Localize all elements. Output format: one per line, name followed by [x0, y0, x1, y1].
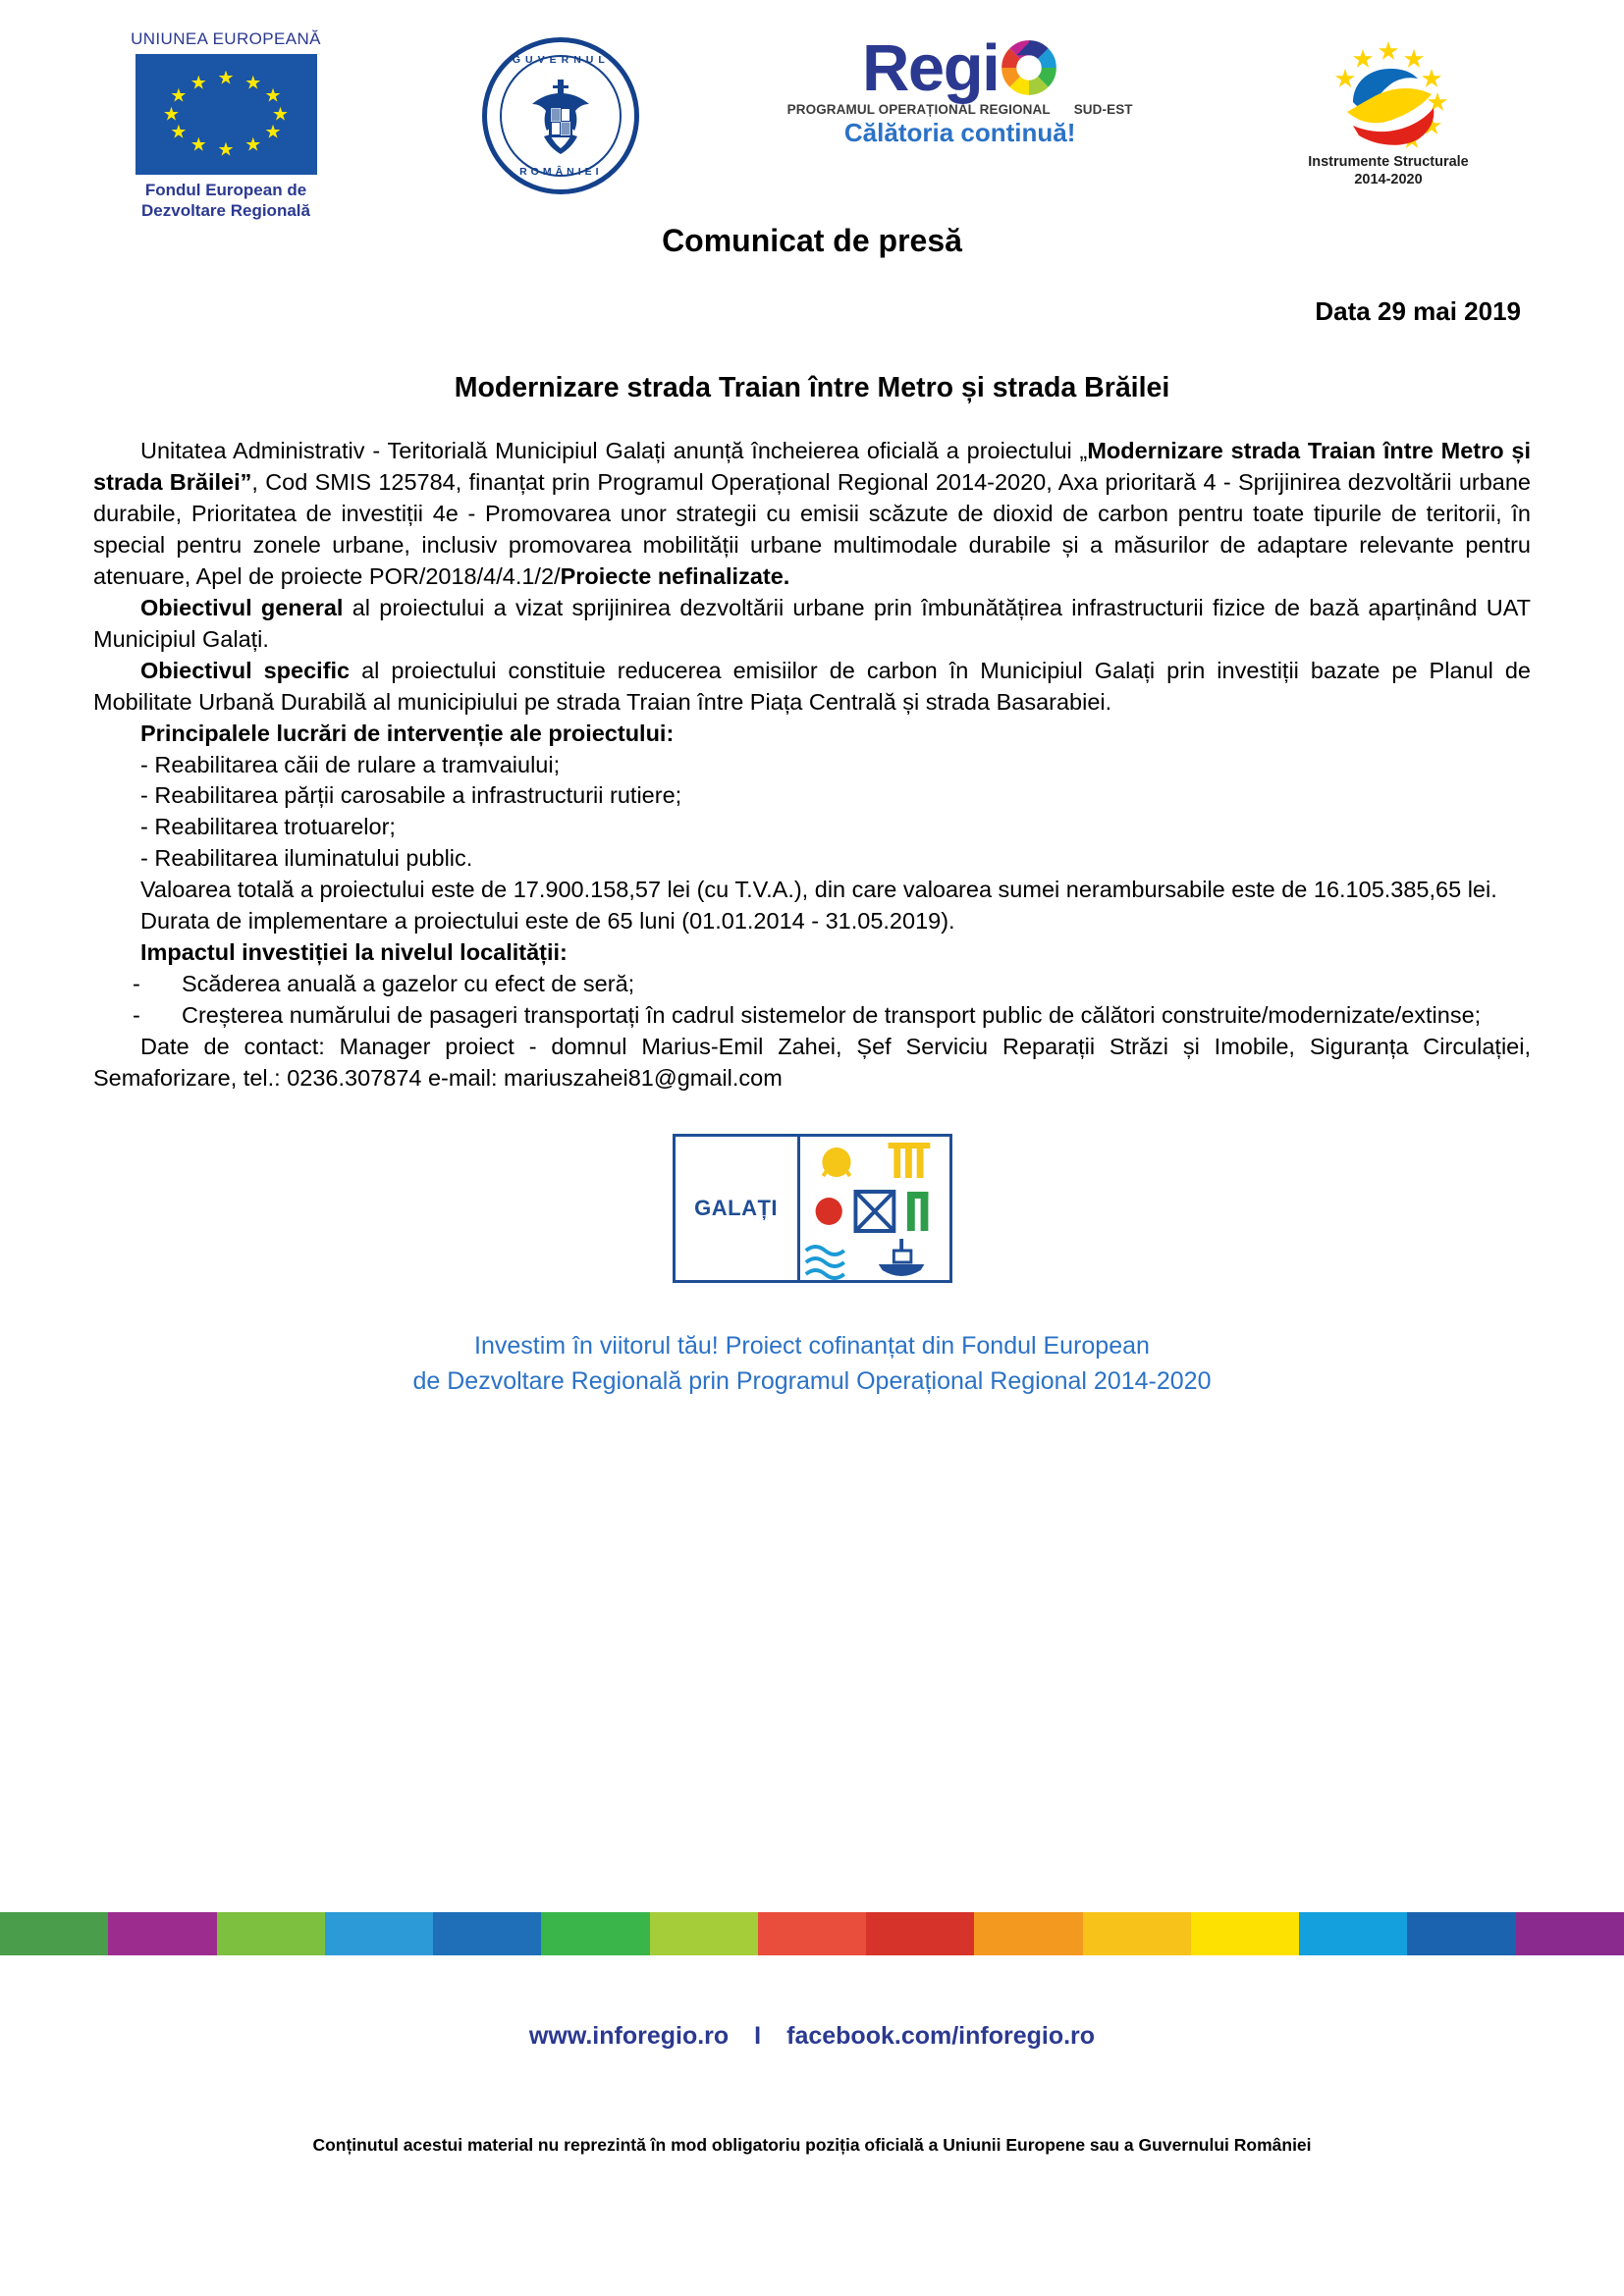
specific-objective-text: al proiectului constituie reducerea emisiilor de carbon în Municipiul Galați prin investiții bazate pe Planul de Mobilitate Urbană Durabilă al municipiului pe strada Traian între Piața Centrală și strada Basarabiei. [93, 657, 1532, 715]
eu-star-icon: ★ [271, 104, 290, 125]
regio-region-label: SUD-EST [1073, 102, 1133, 117]
structural-caption [1246, 153, 1531, 188]
eu-star-icon: ★ [170, 122, 188, 143]
rainbow-segment [108, 1912, 216, 1955]
rainbow-segment [974, 1912, 1082, 1955]
works-list-item: - Reabilitarea căii de rulare a tramvaiului; [140, 751, 561, 777]
contact-details: Date de contact: Manager proiect - domnul Marius-Emil Zahei, Șef Serviciu Reparații Străzi și Imobile, Siguranța Circulației, Semaforizare, tel.: 0236.307874 e-mail: mariuszahei81@gmail.com [93, 1034, 1531, 1092]
inforegio-facebook-link[interactable]: facebook.com/inforegio.ro [786, 2022, 1096, 2050]
closing-tagline [93, 1328, 1531, 1400]
rainbow-segment [758, 1912, 866, 1955]
rainbow-segment [433, 1912, 541, 1955]
intro-project-name: Modernizare strada Traian între Metro și strada Brăilei” [93, 438, 1531, 495]
regio-logo [764, 29, 1157, 148]
works-list-item: - Reabilitarea iluminatului public. [140, 845, 473, 872]
eu-logo-subtitle-line2: Dezvoltare Regională [141, 200, 310, 220]
galati-city-logo [673, 1134, 952, 1283]
eu-star-icon: ★ [189, 134, 207, 156]
project-value-text: Valoarea totală a proiectului este de 17.900.158,57 lei (cu T.V.A.), din care valoarea sumei nerambursabile este de 16.105.385,65 lei. [140, 877, 1497, 903]
project-duration-text: Durata de implementare a proiectului este de 65 luni (01.01.2014 - 31.05.2019). [140, 908, 955, 934]
eu-logo-subtitle [93, 181, 358, 221]
structural-globe-icon [1302, 35, 1475, 151]
impact-list-item-text: Scăderea anuală a gazelor cu efect de seră; [182, 971, 635, 997]
rainbow-segment [541, 1912, 649, 1955]
document-content [93, 436, 1531, 1095]
works-list-item: - Reabilitarea trotuarelor; [140, 814, 396, 840]
inforegio-website-link[interactable]: www.inforegio.ro [528, 2022, 730, 2050]
galati-logo-emblem-icon [797, 1137, 949, 1280]
eu-star-icon: ★ [189, 73, 207, 94]
eu-logo-subtitle-line1: Fondul European de [144, 181, 307, 199]
eu-star-icon: ★ [162, 104, 181, 125]
galati-logo-wrapper [93, 1134, 1531, 1283]
rainbow-segment [866, 1912, 974, 1955]
footer-disclaimer: Conținutul acestui material nu reprezintă în mod obligatoriu poziția oficială a Uniunii Europene sau a Guvernului României [312, 2135, 1312, 2155]
impact-list-item [93, 1000, 1531, 1032]
works-heading: Principalele lucrări de intervenție ale proiectului: [140, 720, 675, 746]
structural-caption-line1: Instrumente Structurale [1308, 154, 1469, 170]
regio-wordmark [764, 31, 1157, 105]
press-release-heading: Comunicat de presă [662, 223, 962, 258]
specific-objective-label: Obiectivul specific [140, 657, 351, 683]
intro-text-b: , Cod SMIS 125784, finanțat prin Programul Operațional Regional 2014-2020, Axa prioritară 4 - Sprijinirea dezvoltării urbane durabile, Prioritatea de investiții 4e - Promovarea unor strategii cu emisii scăzute de dioxid de carbon pentru toate tipurile de teritorii, în special pentru zonele urbane, inclusiv promovarea mobilității urbane multimodale durabile și a măsurilor de adaptare relevante pentru atenuare, Apel de proiecte POR/2018/4/4.1/2/ [93, 468, 1531, 589]
impact-heading: Impactul investiției la nivelul localității: [140, 939, 568, 966]
rainbow-color-bar [0, 1912, 1624, 1955]
eu-star-icon: ★ [217, 139, 235, 161]
closing-tagline-line2: de Dezvoltare Regională prin Programul Operațional Regional 2014-2020 [412, 1367, 1212, 1396]
rainbow-segment [217, 1912, 325, 1955]
eu-star-icon: ★ [244, 73, 262, 94]
impact-list-item-text: Creșterea numărului de pasageri transportați în cadrul sistemelor de transport public de călători construite/modernizate/extinse; [182, 1002, 1482, 1029]
seal-bottom-text: ROMÂNIEI [519, 166, 603, 178]
rainbow-segment [1516, 1912, 1624, 1955]
structural-instruments-logo [1246, 29, 1531, 188]
footer-separator: I [754, 2022, 762, 2050]
rainbow-segment [325, 1912, 433, 1955]
impact-dash-marker: - [133, 1002, 140, 1029]
intro-call-status: Proiecte nefinalizate. [560, 562, 790, 589]
eu-logo-top-label: UNIUNEA EUROPEANĂ [131, 29, 321, 48]
paragraph-general-objective [93, 593, 1531, 656]
regio-tagline: Călătoria continuă! [843, 118, 1076, 147]
works-list [93, 750, 1531, 876]
eu-star-icon: ★ [170, 85, 188, 107]
structural-caption-line2: 2014-2020 [1354, 172, 1423, 188]
rainbow-segment [1191, 1912, 1299, 1955]
seal-top-text: GUVERNUL [512, 54, 610, 66]
romanian-eagle-icon [514, 72, 607, 162]
general-objective-text: al proiectului a vizat sprijinirea dezvoltării urbane prin îmbunătățirea infrastructurii fizice de bază aparținând UAT Municipiul Galați. [93, 594, 1532, 652]
rainbow-segment [650, 1912, 758, 1955]
intro-text-a: Unitatea Administrativ - Teritorială Municipiul Galați anunță încheierea oficială a proiectului „ [140, 438, 1088, 463]
rainbow-segment [1299, 1912, 1407, 1955]
government-seal-icon [482, 37, 639, 194]
eu-star-icon: ★ [264, 122, 282, 143]
impact-list-item [93, 969, 1531, 1000]
rainbow-segment [1407, 1912, 1515, 1955]
regio-color-wheel-icon [1001, 39, 1057, 96]
document-body [0, 223, 1624, 1400]
government-logo [448, 29, 674, 194]
paragraph-intro [93, 436, 1531, 593]
impact-dash-marker: - [133, 971, 140, 997]
logo-header-bar [0, 0, 1624, 220]
eu-star-icon: ★ [264, 85, 282, 107]
impact-list [93, 969, 1531, 1032]
galati-logo-label: GALAȚI [694, 1196, 779, 1221]
closing-tagline-line1: Investim în viitorul tău! Proiect cofinanțat din Fondul European [474, 1332, 1150, 1361]
footer-links [0, 2022, 1624, 2051]
document-date: Data 29 mai 2019 [1315, 296, 1521, 326]
regio-word-text: Regi [862, 31, 1000, 105]
eu-star-icon: ★ [244, 134, 262, 156]
eu-star-icon: ★ [217, 68, 235, 89]
eu-logo [93, 29, 358, 221]
paragraph-specific-objective [93, 656, 1531, 719]
page-title: Modernizare strada Traian între Metro și strada Brăilei [454, 372, 1170, 403]
works-list-item: - Reabilitarea părții carosabile a infrastructurii rutiere; [140, 782, 682, 809]
eu-flag-icon [135, 54, 317, 175]
rainbow-segment [0, 1912, 108, 1955]
rainbow-segment [1083, 1912, 1191, 1955]
regio-program-label: PROGRAMUL OPERAȚIONAL REGIONAL [786, 102, 1051, 117]
general-objective-label: Obiectivul general [140, 594, 344, 620]
